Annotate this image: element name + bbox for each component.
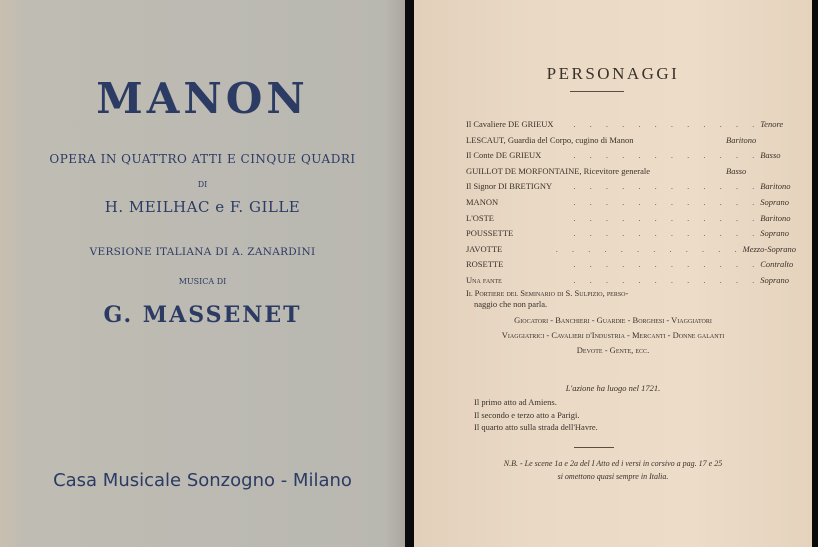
cover-composer: G. MASSENET xyxy=(103,302,302,328)
leader-dots: . . . . . . . . . . . . xyxy=(573,212,761,223)
voice-type: Mezzo-Soprano xyxy=(742,243,796,254)
character-row xyxy=(466,150,796,160)
cast-heading: PERSONAGGI xyxy=(546,64,680,83)
character-row xyxy=(466,166,796,176)
cover-by: DI xyxy=(197,180,208,189)
cover-subtitle: OPERA IN QUATTRO ATTI E CINQUE QUADRI xyxy=(49,152,356,166)
character-row xyxy=(466,228,796,238)
leader-dots: . . . . . . . . . . . . xyxy=(573,259,761,270)
voice-type: Soprano xyxy=(760,228,790,239)
character-name: Il Signor DI BRETIGNY xyxy=(466,181,553,192)
voice-type: Basso xyxy=(726,165,747,176)
character-name: JAVOTTE xyxy=(466,243,503,254)
character-row xyxy=(466,197,796,207)
chorus-line: Viaggiatrici - Cavalieri d'Industria - Mercanti - Donne galanti xyxy=(501,330,725,340)
chorus-line: Devote - Gente, ecc. xyxy=(576,345,650,355)
leader-dots: . . . . . . . . . . . . xyxy=(573,197,761,207)
voice-type: Tenore xyxy=(760,119,784,129)
leader-dots: . . . . . . . . . . . . xyxy=(555,243,743,254)
note-line-1: N.B. - Le scene 1a e 2a del I Atto ed i versi in corsivo a pag. 17 e 25 xyxy=(503,459,723,468)
character-row xyxy=(466,244,796,254)
character-name: GUILLOT DE MORFONTAINE, Ricevitore generale xyxy=(466,165,650,176)
note-line-2: si omettono quasi sempre in Italia. xyxy=(557,472,669,481)
cover-version: VERSIONE ITALIANA DI A. ZANARDINI xyxy=(89,246,316,258)
character-name: Il Conte DE GRIEUX xyxy=(466,150,542,161)
character-row xyxy=(466,135,796,145)
voice-type: Basso xyxy=(760,150,781,161)
leader-dots: . . . . . . . . . . . . xyxy=(573,228,761,239)
character-name: Il Cavaliere DE GRIEUX xyxy=(466,119,554,129)
character-name: L'OSTE xyxy=(466,212,494,223)
voice-type: Baritono xyxy=(760,212,791,223)
section-rule xyxy=(574,447,614,448)
act-line: Il primo atto ad Amiens. xyxy=(474,397,557,407)
character-name: LESCAUT, Guardia del Corpo, cugino di Manon xyxy=(466,134,634,145)
character-row xyxy=(466,119,796,129)
cover-music-by: MUSICA DI xyxy=(178,277,227,286)
character-row xyxy=(466,259,796,269)
act-line: Il quarto atto sulla strada dell'Havre. xyxy=(474,422,598,432)
portiere-line-1: Il Portiere del Seminario di S. Sulpizio, perso- xyxy=(466,288,629,298)
cover-page xyxy=(0,0,405,547)
character-row xyxy=(466,275,796,285)
character-row xyxy=(466,181,796,191)
leader-dots: . . . . . . . . . . . . xyxy=(573,181,761,192)
cast-page xyxy=(414,0,812,547)
voice-type: Contralto xyxy=(760,259,794,270)
character-name: POUSSETTE xyxy=(466,228,514,239)
character-row xyxy=(466,213,796,223)
cover-publisher: Casa Musicale Sonzogno - Milano xyxy=(53,470,352,491)
voice-type: Baritono xyxy=(760,181,791,192)
character-name: ROSETTE xyxy=(466,259,504,270)
leader-dots: . . . . . . . . . . . . xyxy=(573,150,761,161)
chorus-line: Giocatori - Banchieri - Guardie - Borghesi - Viaggiatori xyxy=(514,315,712,325)
leader-dots: . . . . . . . . . . . . xyxy=(573,119,761,129)
leader-dots: . . . . . . . . . . . . xyxy=(573,275,761,285)
character-name: MANON xyxy=(466,197,499,207)
act-line: Il secondo e terzo atto a Parigi. xyxy=(474,410,580,420)
portiere-line-2: naggio che non parla. xyxy=(474,299,548,309)
voice-type: Baritono xyxy=(726,134,757,145)
heading-rule xyxy=(570,91,624,92)
character-name: Una fante xyxy=(466,275,502,285)
cover-authors: H. MEILHAC e F. GILLE xyxy=(104,198,301,216)
setting-title: L'azione ha luogo nel 1721. xyxy=(565,383,661,393)
voice-type: Soprano xyxy=(760,275,790,285)
cover-title: MANON xyxy=(96,74,309,123)
voice-type: Soprano xyxy=(760,197,790,207)
